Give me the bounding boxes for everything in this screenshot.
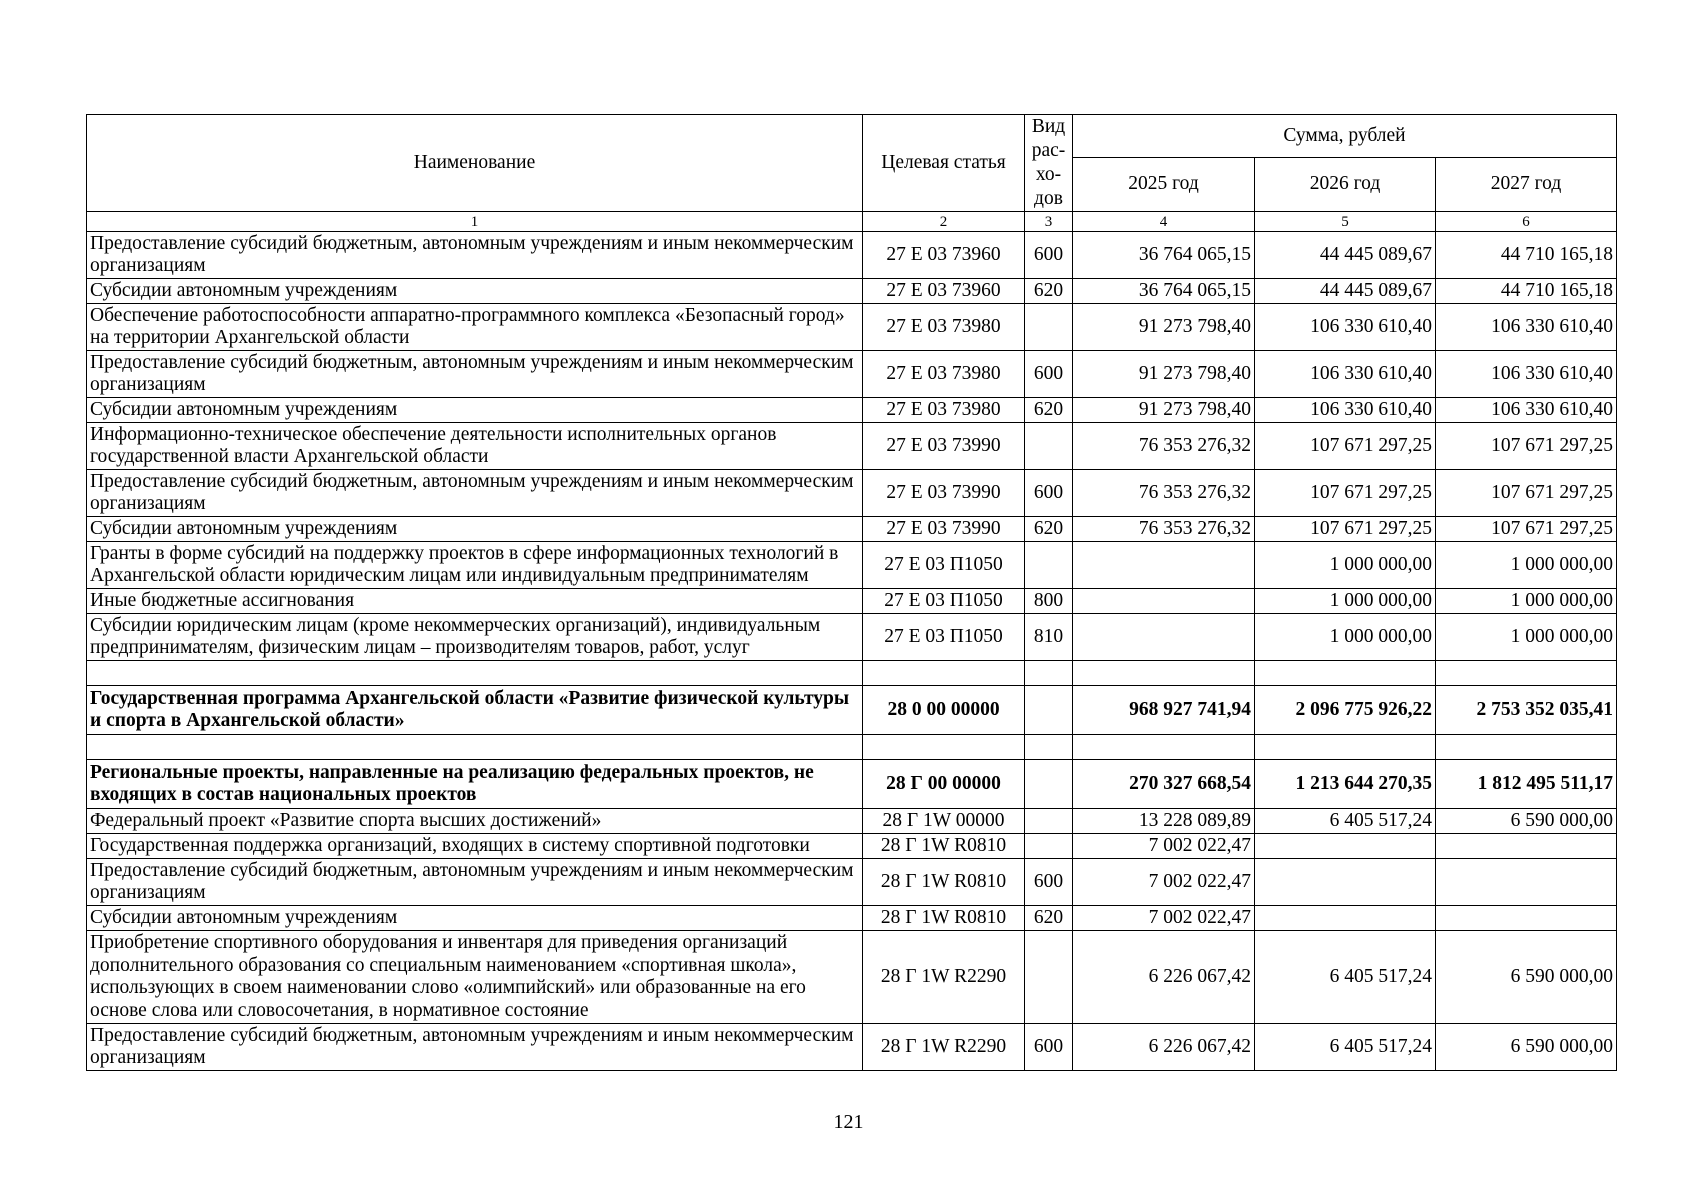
row-sum-2025: 7 002 022,47 — [1073, 906, 1255, 931]
header-year-2027: 2027 год — [1436, 157, 1617, 211]
row-target-article: 27 Е 03 П1050 — [863, 614, 1025, 661]
table-row-program — [87, 686, 1617, 735]
row-target-article: 28 Г 1W R0810 — [863, 834, 1025, 859]
row-target-article: 27 Е 03 73960 — [863, 232, 1025, 279]
row-name: Предоставление субсидий бюджетным, автономным учреждениям и иным некоммерческим организациям — [87, 232, 863, 279]
row-target-article: 27 Е 03 73980 — [863, 351, 1025, 398]
table-row — [87, 614, 1617, 661]
row-target-article: 28 Г 1W 00000 — [863, 809, 1025, 834]
row-target-article: 28 0 00 00000 — [863, 686, 1025, 735]
row-sum-2027: 2 753 352 035,41 — [1436, 686, 1617, 735]
row-expense-type — [1025, 931, 1073, 1024]
row-sum-2027 — [1436, 834, 1617, 859]
row-name: Субсидии автономным учреждениям — [87, 279, 863, 304]
row-target-article: 27 Е 03 73980 — [863, 398, 1025, 423]
row-sum-2025: 76 353 276,32 — [1073, 470, 1255, 517]
row-name: Приобретение спортивного оборудования и инвентаря для приведения организаций дополнительного образования со специальным наименованием «спортивная школа», использующих в своем наименовании слово «олимпийский» или образованные на его основе слова или словосочетания, в нормативное состояние — [87, 931, 863, 1024]
row-name: Предоставление субсидий бюджетным, автономным учреждениям и иным некоммерческим организациям — [87, 470, 863, 517]
row-sum-2026: 44 445 089,67 — [1255, 279, 1436, 304]
row-sum-2027: 106 330 610,40 — [1436, 398, 1617, 423]
row-sum-2027: 6 590 000,00 — [1436, 1024, 1617, 1071]
page-number: 121 — [833, 1111, 864, 1133]
row-sum-2027: 1 000 000,00 — [1436, 589, 1617, 614]
row-sum-2027: 106 330 610,40 — [1436, 304, 1617, 351]
header-year-2026: 2026 год — [1255, 157, 1436, 211]
table-row-subprogram — [87, 760, 1617, 809]
row-target-article: 27 Е 03 73990 — [863, 517, 1025, 542]
row-sum-2025 — [1073, 589, 1255, 614]
row-sum-2026: 1 213 644 270,35 — [1255, 760, 1436, 809]
row-expense-type: 600 — [1025, 351, 1073, 398]
row-target-article: 28 Г 1W R2290 — [863, 1024, 1025, 1071]
row-sum-2027: 44 710 165,18 — [1436, 279, 1617, 304]
row-target-article: 27 Е 03 П1050 — [863, 589, 1025, 614]
row-expense-type — [1025, 834, 1073, 859]
table-row — [87, 931, 1617, 1024]
row-sum-2026: 106 330 610,40 — [1255, 304, 1436, 351]
row-target-article: 28 Г 1W R0810 — [863, 906, 1025, 931]
table-row — [87, 351, 1617, 398]
row-sum-2025: 6 226 067,42 — [1073, 1024, 1255, 1071]
table-row — [87, 809, 1617, 834]
row-sum-2025: 6 226 067,42 — [1073, 931, 1255, 1024]
row-target-article: 28 Г 00 00000 — [863, 760, 1025, 809]
table-row — [87, 423, 1617, 470]
row-sum-2026: 6 405 517,24 — [1255, 931, 1436, 1024]
column-index: 6 — [1436, 212, 1617, 232]
row-sum-2025 — [1073, 542, 1255, 589]
row-name: Информационно-техническое обеспечение деятельности исполнительных органов государственной власти Архангельской области — [87, 423, 863, 470]
table-row — [87, 232, 1617, 279]
table-row — [87, 906, 1617, 931]
row-name: Предоставление субсидий бюджетным, автономным учреждениям и иным некоммерческим организациям — [87, 859, 863, 906]
header-expense-type: Вид рас-хо-дов — [1025, 115, 1073, 212]
row-sum-2025: 91 273 798,40 — [1073, 351, 1255, 398]
row-sum-2027: 1 000 000,00 — [1436, 614, 1617, 661]
row-target-article: 27 Е 03 73990 — [863, 423, 1025, 470]
row-name: Субсидии автономным учреждениям — [87, 398, 863, 423]
row-expense-type — [1025, 542, 1073, 589]
row-sum-2026: 6 405 517,24 — [1255, 1024, 1436, 1071]
column-index-row — [87, 212, 1617, 232]
row-sum-2025: 76 353 276,32 — [1073, 423, 1255, 470]
row-name: Федеральный проект «Развитие спорта высших достижений» — [87, 809, 863, 834]
column-index: 4 — [1073, 212, 1255, 232]
row-sum-2025: 76 353 276,32 — [1073, 517, 1255, 542]
row-sum-2027: 107 671 297,25 — [1436, 517, 1617, 542]
row-target-article: 27 Е 03 73990 — [863, 470, 1025, 517]
budget-table — [86, 114, 1617, 1071]
row-name: Предоставление субсидий бюджетным, автономным учреждениям и иным некоммерческим организациям — [87, 1024, 863, 1071]
row-name: Субсидии автономным учреждениям — [87, 906, 863, 931]
row-sum-2025: 13 228 089,89 — [1073, 809, 1255, 834]
row-sum-2027: 107 671 297,25 — [1436, 470, 1617, 517]
row-expense-type: 600 — [1025, 470, 1073, 517]
row-expense-type: 800 — [1025, 589, 1073, 614]
row-sum-2025: 7 002 022,47 — [1073, 834, 1255, 859]
row-sum-2027: 1 000 000,00 — [1436, 542, 1617, 589]
row-sum-2025: 270 327 668,54 — [1073, 760, 1255, 809]
row-sum-2026: 107 671 297,25 — [1255, 470, 1436, 517]
table-row — [87, 542, 1617, 589]
row-expense-type — [1025, 423, 1073, 470]
row-sum-2026 — [1255, 906, 1436, 931]
row-expense-type: 600 — [1025, 859, 1073, 906]
row-target-article: 28 Г 1W R2290 — [863, 931, 1025, 1024]
row-name: Обеспечение работоспособности аппаратно-программного комплекса «Безопасный город» на территории Архангельской области — [87, 304, 863, 351]
row-name: Предоставление субсидий бюджетным, автономным учреждениям и иным некоммерческим организациям — [87, 351, 863, 398]
row-sum-2027 — [1436, 906, 1617, 931]
row-expense-type: 620 — [1025, 906, 1073, 931]
row-name: Региональные проекты, направленные на реализацию федеральных проектов, не входящих в состав национальных проектов — [87, 760, 863, 809]
header-row — [87, 115, 1617, 158]
table-row — [87, 859, 1617, 906]
row-expense-type — [1025, 760, 1073, 809]
row-sum-2025: 36 764 065,15 — [1073, 232, 1255, 279]
row-target-article: 27 Е 03 73980 — [863, 304, 1025, 351]
row-sum-2027: 6 590 000,00 — [1436, 931, 1617, 1024]
row-sum-2027: 6 590 000,00 — [1436, 809, 1617, 834]
row-sum-2026: 2 096 775 926,22 — [1255, 686, 1436, 735]
row-name: Государственная программа Архангельской области «Развитие физической культуры и спорта в Архангельской области» — [87, 686, 863, 735]
row-target-article: 27 Е 03 П1050 — [863, 542, 1025, 589]
column-index: 2 — [863, 212, 1025, 232]
table-row — [87, 470, 1617, 517]
row-target-article: 28 Г 1W R0810 — [863, 859, 1025, 906]
row-sum-2025: 7 002 022,47 — [1073, 859, 1255, 906]
row-name: Гранты в форме субсидий на поддержку проектов в сфере информационных технологий в Архангельской области юридическим лицам или индивидуальным предпринимателям — [87, 542, 863, 589]
row-expense-type — [1025, 304, 1073, 351]
row-sum-2026: 1 000 000,00 — [1255, 614, 1436, 661]
column-index: 1 — [87, 212, 863, 232]
header-name: Наименование — [87, 115, 863, 212]
table-row — [87, 1024, 1617, 1071]
row-sum-2025: 968 927 741,94 — [1073, 686, 1255, 735]
row-sum-2026: 6 405 517,24 — [1255, 809, 1436, 834]
row-expense-type: 600 — [1025, 232, 1073, 279]
row-sum-2027: 106 330 610,40 — [1436, 351, 1617, 398]
row-name: Иные бюджетные ассигнования — [87, 589, 863, 614]
row-sum-2026: 107 671 297,25 — [1255, 517, 1436, 542]
row-sum-2026: 44 445 089,67 — [1255, 232, 1436, 279]
row-sum-2026 — [1255, 859, 1436, 906]
header-sum: Сумма, рублей — [1073, 115, 1617, 158]
row-sum-2027 — [1436, 859, 1617, 906]
row-sum-2026: 107 671 297,25 — [1255, 423, 1436, 470]
row-expense-type: 810 — [1025, 614, 1073, 661]
row-target-article: 27 Е 03 73960 — [863, 279, 1025, 304]
row-expense-type: 600 — [1025, 1024, 1073, 1071]
row-sum-2026 — [1255, 834, 1436, 859]
spacer-row — [87, 661, 1617, 686]
row-sum-2026: 106 330 610,40 — [1255, 398, 1436, 423]
table-row — [87, 834, 1617, 859]
header-year-2025: 2025 год — [1073, 157, 1255, 211]
row-name: Субсидии юридическим лицам (кроме некоммерческих организаций), индивидуальным предпринимателям, физическим лицам – производителям товаров, работ, услуг — [87, 614, 863, 661]
table-row — [87, 398, 1617, 423]
row-sum-2026: 106 330 610,40 — [1255, 351, 1436, 398]
row-sum-2027: 1 812 495 511,17 — [1436, 760, 1617, 809]
row-sum-2025: 36 764 065,15 — [1073, 279, 1255, 304]
row-expense-type: 620 — [1025, 279, 1073, 304]
row-sum-2027: 107 671 297,25 — [1436, 423, 1617, 470]
column-index: 3 — [1025, 212, 1073, 232]
row-sum-2025 — [1073, 614, 1255, 661]
header-target-article: Целевая статья — [863, 115, 1025, 212]
table-row — [87, 304, 1617, 351]
table-row — [87, 589, 1617, 614]
table-row — [87, 517, 1617, 542]
row-expense-type — [1025, 809, 1073, 834]
table-row — [87, 279, 1617, 304]
row-expense-type: 620 — [1025, 398, 1073, 423]
spacer-row — [87, 735, 1617, 760]
row-expense-type — [1025, 686, 1073, 735]
row-sum-2026: 1 000 000,00 — [1255, 542, 1436, 589]
row-sum-2025: 91 273 798,40 — [1073, 398, 1255, 423]
row-name: Государственная поддержка организаций, входящих в систему спортивной подготовки — [87, 834, 863, 859]
row-sum-2026: 1 000 000,00 — [1255, 589, 1436, 614]
column-index: 5 — [1255, 212, 1436, 232]
row-name: Субсидии автономным учреждениям — [87, 517, 863, 542]
row-expense-type: 620 — [1025, 517, 1073, 542]
row-sum-2025: 91 273 798,40 — [1073, 304, 1255, 351]
row-sum-2027: 44 710 165,18 — [1436, 232, 1617, 279]
